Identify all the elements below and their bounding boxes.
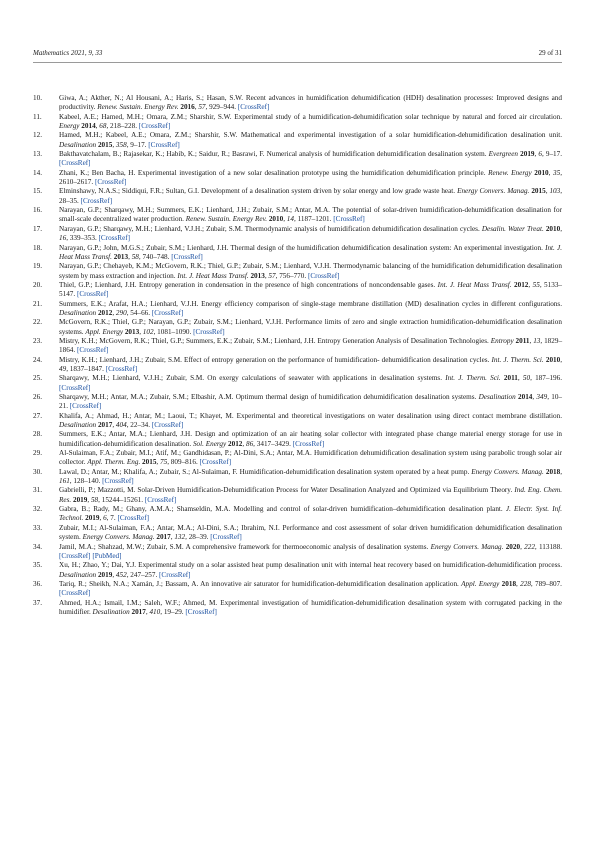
reference-pages: , 1829–1864. — [59, 336, 563, 355]
reference-pages: , 28–35. — [59, 187, 563, 205]
reference-pages: , 1081–1090. — [153, 327, 192, 336]
crossref-link[interactable]: [CrossRef] — [151, 421, 184, 430]
reference-pages: , 218–228. — [106, 122, 137, 131]
reference-number: 17. — [33, 224, 42, 233]
reference-journal: Desalination — [92, 607, 130, 616]
reference-item: 32. Gabra, B.; Rady, M.; Ghany, A.M.A.; Shamseldin, M.A. Modelling and control of solar-driven humidification–dehumidification desalination plant. J. Electr. Syst. Inf. Technol. 2019, 6, 7. [CrossRef] — [33, 505, 563, 523]
reference-item: 36. Tariq, R.; Sheikh, N.A.; Xamán, J.; Bassam, A. An innovative air saturator for humidification-dehumidification desalination application. Appl. Energy 2018, 228, 789–807. [CrossRef] — [33, 579, 562, 598]
reference-volume: 86 — [245, 439, 254, 448]
reference-volume: 57 — [198, 103, 206, 112]
crossref-link[interactable]: [CrossRef] — [69, 402, 102, 411]
reference-volume: 14 — [286, 215, 294, 224]
reference-number: 21. — [33, 299, 42, 308]
reference-number: 19. — [33, 262, 42, 271]
reference-journal: Int. J. Heat Mass Transf. — [177, 271, 249, 280]
reference-number: 28. — [33, 430, 42, 439]
crossref-link[interactable]: [CrossRef] — [210, 533, 242, 542]
reference-volume: 49 — [59, 364, 67, 373]
reference-year: 2011 — [515, 336, 530, 345]
reference-year: 2012 — [228, 439, 243, 448]
reference-year: 2020 — [505, 542, 521, 551]
reference-item: 14. Zhani, K.; Ben Bacha, H. Experimental investigation of a new solar desalination prototype using the humidification dehumidification principle. Renew. Energy 2010, 35, 2610–2617. [CrossRef] — [33, 168, 563, 187]
reference-item: 27. Khalifa, A.; Ahmad, H.; Antar, M.; Laoui, T.; Khayet, M. Experimental and theoretical investigations on water desalination using direct contact membrane distillation. Desalination 2017, 404, 22–34. [CrossRef] — [33, 411, 562, 430]
reference-volume: 50 — [522, 374, 531, 383]
reference-year: 2015 — [142, 458, 157, 467]
reference-pages: , 1837–1847. — [66, 364, 104, 373]
reference-number: 24. — [33, 355, 42, 364]
reference-item: 29. Al-Sulaiman, F.A.; Zubair, M.I.; Atif, M.; Gandhidasan, P.; Al-Dini, S.A.; Antar, M.A. Humidification dehumidification desalination system using parabolic trough solar air collector. Appl. Therm. Eng. 2015, 75, 809–816. [CrossRef] — [33, 449, 562, 467]
reference-item: 15. Elminshawy, N.A.S.; Siddiqui, F.R.; Sultan, G.I. Development of a desalination system driven by solar energy and low grade waste heat. Energy Convers. Manag. 2015, 103, 28–35. [CrossRef] — [33, 187, 563, 205]
reference-year: 2017 — [156, 533, 171, 542]
crossref-link[interactable]: [CrossRef] — [59, 589, 91, 598]
reference-number: 11. — [33, 112, 42, 121]
reference-item: 23. Mistry, K.H.; McGovern, R.K.; Thiel, G.P.; Summers, E.K.; Zubair, S.M.; Lienhard, J.H. Entropy Generation Analysis of Desalination Technologies. Entropy 2011, 13, 1829–1864. [CrossRef] — [33, 336, 563, 355]
crossref-link[interactable]: [CrossRef] — [76, 290, 109, 299]
crossref-link[interactable]: [CrossRef] — [193, 327, 225, 336]
reference-year: 2011 — [503, 374, 518, 383]
reference-item: 37. Ahmed, H.A.; Ismail, I.M.; Saleh, W.F.; Ahmed, M. Experimental investigation of humidification-dehumidification desalination system with corrugated packing in the humidifier. Desalination 2017, 410, 19–29. [CrossRef] — [33, 598, 562, 616]
crossref-link[interactable]: [CrossRef] — [333, 215, 365, 224]
page-number: 29 of 31 — [538, 49, 562, 57]
reference-year: 2018 — [545, 467, 561, 476]
reference-journal: Renew. Energy — [488, 168, 532, 177]
reference-number: 18. — [33, 243, 42, 252]
running-header — [33, 47, 562, 59]
reference-volume: 452 — [115, 570, 127, 579]
crossref-link[interactable]: [CrossRef] — [59, 383, 91, 392]
reference-authors-title: Ahmed, H.A.; Ismail, I.M.; Saleh, W.F.; Ahmed, M. Experimental investigation of humidification-dehumidification desalination system with corrugated packing in the humidifier. — [59, 598, 562, 616]
reference-volume: 410 — [149, 607, 161, 616]
reference-item: 24. Mistry, K.H.; Lienhard, J.H.; Zubair, S.M. Effect of entropy generation on the performance of humidification- dehumidification desalination cycles. Int. J. Therm. Sci. 2010, 49, 1837–1847. [CrossRef] — [33, 355, 563, 373]
reference-pages: , 22–34. — [126, 421, 151, 430]
reference-item: 12. Hamed, M.H.; Kabeel, A.E.; Omara, Z.M.; Sharshir, S.W. Mathematical and experimental investigation of a solar humidification-dehumidification desalination unit. Desalination 2015, 358, 9–17. [CrossRef] — [33, 131, 562, 149]
reference-journal: Desalination — [478, 393, 516, 401]
crossref-link[interactable]: [CrossRef] — [59, 159, 91, 168]
crossref-link[interactable]: [CrossRef] — [185, 607, 217, 616]
reference-volume: 132 — [174, 533, 186, 542]
reference-number: 12. — [33, 131, 42, 140]
reference-number: 14. — [33, 168, 42, 177]
reference-item: 20. Thiel, G.P.; Lienhard, J.H. Entropy generation in condensation in the presence of high concentrations of noncondensable gases. Int. J. Heat Mass Transf. 2012, 55, 5133–5147. [CrossRef] — [33, 280, 563, 299]
reference-authors-title: Gabrielli, P.; Mazzotti, M. Solar-Driven Humidification-Dehumidification Process for Water Desalination Analyzed and Optimized via Equilibrium Theory. — [59, 486, 513, 495]
reference-year: 2019 — [85, 514, 100, 523]
reference-year: 2012 — [514, 280, 529, 289]
reference-number: 36. — [33, 579, 42, 588]
reference-number: 15. — [33, 187, 42, 196]
crossref-link[interactable]: [CrossRef] — [237, 103, 270, 112]
reference-journal: Appl. Energy — [461, 579, 500, 588]
header-rule — [33, 62, 562, 63]
reference-journal: Sol. Energy — [192, 439, 227, 448]
reference-pages: , 19–29. — [160, 607, 184, 616]
reference-authors-title: Sharqawy, M.H.; Antar, M.A.; Zubair, S.M.; Elbashir, A.M. Optimum thermal design of humidification dehumidification desalination systems. — [59, 393, 477, 401]
reference-pages: , 929–944. — [205, 103, 237, 112]
reference-journal: Desalination — [59, 570, 97, 579]
reference-year: 2019 — [72, 495, 88, 504]
reference-pages: , 54–66. — [126, 308, 151, 317]
crossref-link[interactable]: [CrossRef] — [138, 122, 171, 131]
reference-item: 13. Bakthavatchalam, B.; Rajasekar, K.; Habib, K.; Saidur, R.; Basrawi, F. Numerical analysis of humidification dehumidification desalination system. Evergreen 2019, 6, 9–17. [CrossRef] — [33, 150, 563, 168]
reference-pages: , 740–748. — [138, 252, 170, 261]
reference-authors-title: McGovern, R.K.; Thiel, G.P.; Narayan, G.P.; Zubair, S.M.; Lienhard, V.J.H. Performance limits of zero and single extraction humidification-dehumidification desalination systems. — [59, 318, 562, 336]
reference-item: 31. Gabrielli, P.; Mazzotti, M. Solar-Driven Humidification-Dehumidification Process for Water Desalination Analyzed and Optimized via Equilibrium Theory. Ind. Eng. Chem. Res. 2019, 58, 15244–15261. [CrossRef] — [33, 486, 563, 504]
crossref-link[interactable]: [CrossRef] — [307, 271, 340, 280]
reference-number: 35. — [33, 561, 42, 570]
reference-journal: Energy Convers. Manag. — [457, 187, 530, 196]
reference-number: 13. — [33, 150, 42, 159]
reference-authors-title: Tariq, R.; Sheikh, N.A.; Xamán, J.; Bassam, A. An innovative air saturator for humidification-dehumidification desalination application. — [59, 579, 459, 588]
reference-volume: 55 — [532, 280, 540, 289]
crossref-link[interactable]: [CrossRef] — [117, 514, 149, 523]
reference-volume: 58 — [131, 252, 139, 261]
reference-number: 16. — [33, 206, 42, 215]
reference-volume: 68 — [99, 122, 107, 131]
reference-year: 2019 — [520, 150, 535, 159]
reference-pages: , 2610–2617. — [59, 168, 563, 187]
reference-authors-title: Bakthavatchalam, B.; Rajasekar, K.; Habib, K.; Saidur, R.; Basrawi, F. Numerical analysis of humidification dehumidification desalination system. — [59, 150, 487, 159]
crossref-link[interactable]: [CrossRef] — [151, 308, 184, 317]
reference-journal: Desalination — [59, 421, 97, 430]
reference-authors-title: Jamil, M.A.; Shahzad, M.W.; Zubair, S.M. A comprehensive framework for thermoeconomic analysis of desalination systems. — [59, 542, 429, 551]
reference-authors-title: Zhani, K.; Ben Bacha, H. Experimental investigation of a new solar desalination prototype using the humidification dehumidification principle. — [59, 168, 486, 177]
reference-pages: , 789–807. — [530, 579, 562, 588]
reference-number: 22. — [33, 318, 42, 327]
reference-journal: Energy Convers. Manag. — [471, 467, 544, 476]
reference-year: 2017 — [97, 421, 113, 430]
reference-list — [33, 94, 562, 617]
reference-pages: , 15244–15261. — [98, 495, 144, 504]
reference-year: 2018 — [501, 579, 517, 588]
reference-pages: , 7. — [106, 514, 116, 523]
crossref-link[interactable]: [CrossRef] — [80, 196, 113, 205]
reference-item: 25. Sharqawy, M.H.; Lienhard, V.J.H.; Zubair, S.M. On exergy calculations of seawater with applications in desalination systems. Int. J. Therm. Sci. 2011, 50, 187–196. [CrossRef] — [33, 374, 563, 392]
reference-number: 27. — [33, 411, 42, 420]
reference-number: 26. — [33, 393, 42, 401]
reference-authors-title: Elminshawy, N.A.S.; Siddiqui, F.R.; Sultan, G.I. Development of a desalination system driven by solar energy and low grade waste heat. — [59, 187, 456, 196]
reference-year: 2010 — [534, 168, 549, 177]
reference-volume: 75 — [160, 458, 168, 467]
reference-volume: 358 — [115, 140, 127, 149]
reference-pages: , 113188. — [534, 542, 563, 551]
reference-pages: , 128–140. — [69, 477, 101, 486]
reference-authors-title: Al-Sulaiman, F.A.; Zubair, M.I.; Atif, M.; Gandhidasan, P.; Al-Dini, S.A.; Antar, M.A. Humidification dehumidification desalination system using parabolic trough solar air collector. — [59, 449, 562, 467]
reference-item: 33. Zubair, M.I.; Al-Sulaiman, F.A.; Antar, M.A.; Al-Dini, S.A.; Ibrahim, N.I. Performance and cost assessment of solar driven humidification dehumidification desalination system. Energy Convers. Manag. 2017, 132, 28–39. [CrossRef] — [33, 523, 562, 542]
reference-volume: 57 — [268, 271, 276, 280]
crossref-link[interactable]: [CrossRef] — [199, 458, 232, 467]
journal-citation — [33, 47, 102, 59]
reference-year: 2012 — [97, 308, 113, 317]
reference-journal: Desalination — [59, 140, 97, 149]
reference-journal: J. Electr. Syst. Inf. Technol. — [59, 505, 563, 523]
crossref-link[interactable]: [CrossRef] — [105, 364, 138, 373]
reference-pages: , 339–353. — [66, 234, 97, 243]
reference-volume: 222 — [524, 542, 535, 551]
reference-number: 29. — [33, 449, 42, 458]
reference-pages: , 9–17. — [541, 150, 563, 159]
reference-volume: 161 — [59, 477, 70, 486]
reference-year: 2010 — [545, 224, 561, 233]
reference-authors-title: Mistry, K.H.; Lienhard, J.H.; Zubair, S.M. Effect of entropy generation on the performance of humidification- dehumidification desalination cycles. — [59, 355, 490, 364]
reference-number: 33. — [33, 523, 42, 532]
reference-item: 17. Narayan, G.P.; Sharqawy, M.H.; Lienhard, V.J.H.; Zubair, S.M. Thermodynamic analysis of humidification dehumidification desalination cycles. Desalin. Water Treat. 2010, 16, 339–353. [CrossRef] — [33, 224, 562, 243]
reference-volume: 6 — [103, 514, 107, 523]
reference-number: 23. — [33, 336, 42, 345]
reference-year: 2019 — [97, 570, 113, 579]
reference-volume: 404 — [115, 421, 127, 430]
reference-item: 11. Kabeel, A.E.; Hamed, M.H.; Omara, Z.M.; Sharshir, S.W. Experimental study of a humidification-dehumidification solar technique by natural and forced air circulation. Energy 2014, 68, 218–228. [CrossRef] — [33, 112, 562, 131]
reference-pages: , 5133–5147. — [59, 280, 563, 299]
reference-number: 25. — [33, 374, 42, 383]
reference-number: 37. — [33, 598, 42, 607]
reference-pages: , 809–816. — [167, 458, 198, 467]
crossref-link[interactable]: [CrossRef] — [144, 495, 177, 504]
reference-authors-title: Narayan, G.P.; Chehayeb, K.M.; McGovern, R.K.; Thiel, G.P.; Zubair, S.M.; Lienhard, V.J.H. Thermodynamic balancing of the humidification dehumidification desalination system by mass extraction and injection. — [59, 262, 562, 280]
reference-journal: Int. J. Therm. Sci. — [445, 374, 501, 383]
reference-year: 2010 — [545, 355, 561, 364]
reference-authors-title: Narayan, G.P.; Sharqawy, M.H.; Summers, E.K.; Lienhard, J.H.; Zubair, S.M.; Antar, M.A. The potential of solar-driven humidification-dehumidification desalination for small-scale decentralized water production. — [59, 206, 562, 224]
reference-authors-title: Xu, H.; Zhao, Y.; Dai, Y.J. Experimental study on a solar assisted heat pump desalination unit with internal heat recovery based on humidification-dehumidification process. — [59, 561, 562, 570]
journal-name: Mathematics — [33, 49, 70, 57]
reference-authors-title: Hamed, M.H.; Kabeel, A.E.; Omara, Z.M.; Sharshir, S.W. Mathematical and experimental investigation of a solar humidification-dehumidification desalination unit. — [59, 131, 562, 140]
reference-volume: 58 — [90, 495, 99, 504]
reference-pages: , 9–17. — [126, 140, 147, 149]
reference-journal: Entropy — [490, 336, 514, 345]
crossref-link[interactable]: [CrossRef] — [292, 439, 325, 448]
reference-journal: Desalination — [59, 308, 97, 317]
reference-authors-title: Thiel, G.P.; Lienhard, J.H. Entropy generation in condensation in the presence of high concentrations of noncondensable gases. — [59, 280, 436, 289]
reference-year: 2013 — [113, 252, 129, 261]
reference-pages: , 756–770. — [275, 271, 307, 280]
reference-authors-title: Giwa, A.; Akther, N.; Al Housani, A.; Haris, S.; Hasan, S.W. Recent advances in humidification dehumidification (HDH) desalination processes: Improved designs and productivity. — [59, 94, 562, 112]
reference-number: 32. — [33, 505, 42, 514]
crossref-link[interactable]: [CrossRef] — [102, 477, 134, 486]
reference-year: 2013 — [250, 271, 265, 280]
reference-pages: , 3417–3429. — [253, 439, 291, 448]
reference-journal: Ind. Eng. Chem. Res. — [59, 486, 563, 504]
reference-number: 34. — [33, 542, 42, 551]
reference-volume: 228 — [520, 579, 531, 588]
reference-journal: Desalin. Water Treat. — [481, 224, 544, 233]
crossref-link[interactable]: [CrossRef] — [76, 346, 109, 355]
crossref-link[interactable]: [CrossRef] — [148, 140, 180, 149]
reference-pages: , 247–257. — [126, 570, 158, 579]
reference-authors-title: Summers, E.K.; Antar, M.A.; Lienhard, J.H. Design and optimization of an air heating solar collector with integrated phase change material energy storage for use in humidification-dehumidification desalination. — [59, 430, 562, 448]
reference-item: 28. Summers, E.K.; Antar, M.A.; Lienhard, J.H. Design and optimization of an air heating solar collector with integrated phase change material energy storage for use in humidification-dehumidification desalination. Sol. Energy 2012, 86, 3417–3429. [CrossRef] — [33, 430, 562, 448]
reference-authors-title: Gabra, B.; Rady, M.; Ghany, A.M.A.; Shamseldin, M.A. Modelling and control of solar-driven humidification–dehumidification desalination plant. — [59, 505, 503, 514]
reference-authors-title: Khalifa, A.; Ahmad, H.; Antar, M.; Laoui, T.; Khayet, M. Experimental and theoretical investigations on water desalination using direct contact membrane distillation. — [59, 411, 562, 420]
pubmed-link[interactable]: [PubMed] — [92, 551, 122, 560]
reference-volume: 6 — [538, 150, 542, 159]
reference-number: 31. — [33, 486, 42, 495]
reference-pages: , 10–21. — [59, 393, 563, 411]
reference-volume: 290 — [115, 308, 127, 317]
reference-year: 2017 — [131, 607, 146, 616]
reference-item: 18. Narayan, G.P.; John, M.G.S.; Zubair, S.M.; Lienhard, J.H. Thermal design of the humidification dehumidification desalination system: An experimental investigation. Int. J. Heat Mass Transf. 2013, 58, 740–748. [CrossRef] — [33, 243, 562, 261]
reference-number: 20. — [33, 280, 42, 289]
reference-authors-title: Sharqawy, M.H.; Lienhard, V.J.H.; Zubair, S.M. On exergy calculations of seawater with applications in desalination systems. — [59, 374, 443, 383]
reference-authors-title: Narayan, G.P.; John, M.G.S.; Zubair, S.M.; Lienhard, J.H. Thermal design of the humidification dehumidification desalination system: An experimental investigation. — [59, 243, 543, 252]
crossref-link[interactable]: [CrossRef] — [159, 570, 191, 579]
reference-item: 22. McGovern, R.K.; Thiel, G.P.; Narayan, G.P.; Zubair, S.M.; Lienhard, V.J.H. Performance limits of zero and single extraction humidification-dehumidification desalination systems. Appl. Energy 2013, 102, 1081–1090. [CrossRef] — [33, 318, 562, 336]
reference-year: 2014 — [81, 122, 96, 131]
reference-item: 26. Sharqawy, M.H.; Antar, M.A.; Zubair, S.M.; Elbashir, A.M. Optimum thermal design of humidification dehumidification desalination systems. Desalination 2014, 349, 10–21. [CrossRef] — [33, 393, 563, 411]
reference-volume: 35 — [553, 168, 561, 177]
reference-year: 2014 — [518, 393, 533, 401]
reference-volume: 349 — [536, 393, 548, 401]
reference-year: 2016 — [180, 103, 195, 112]
reference-journal: Evergreen — [488, 150, 519, 159]
reference-year: 2015 — [97, 140, 113, 149]
reference-number: 10. — [33, 94, 42, 102]
reference-item: 30. Lawal, D.; Antar, M.; Khalifa, A.; Zubair, S.; Al-Sulaiman, F. Humidification-dehumidification desalination system operated by a heat pump. Energy Convers. Manag. 2018, 161, 128–140. [CrossRef] — [33, 467, 563, 486]
reference-volume: 102 — [142, 327, 154, 336]
reference-item: 35. Xu, H.; Zhao, Y.; Dai, Y.J. Experimental study on a solar assisted heat pump desalination unit with internal heat recovery based on humidification-dehumidification process. Desalination 2019, 452, 247–257. [CrossRef] — [33, 561, 562, 579]
reference-item: 16. Narayan, G.P.; Sharqawy, M.H.; Summers, E.K.; Lienhard, J.H.; Zubair, S.M.; Antar, M.A. The potential of solar-driven humidification-dehumidification desalination for small-scale decentralized water production. Renew. Sustain. Energy Rev. 2010, 14, 1187–1201. [CrossRef] — [33, 206, 562, 224]
reference-journal: Int. J. Therm. Sci. — [491, 355, 544, 364]
reference-journal: Appl. Energy — [85, 327, 124, 336]
reference-journal: Energy Convers. Manag. — [430, 542, 504, 551]
crossref-link[interactable]: [CrossRef] — [94, 178, 127, 187]
crossref-link[interactable]: [CrossRef] — [59, 551, 91, 560]
reference-year: 2010 — [268, 215, 284, 224]
reference-number: 30. — [33, 467, 42, 476]
reference-journal: Appl. Therm. Eng. — [87, 458, 141, 467]
reference-journal: Energy — [59, 122, 80, 131]
reference-authors-title: Narayan, G.P.; Sharqawy, M.H.; Lienhard, V.J.H.; Zubair, S.M. Thermodynamic analysis of humidification dehumidification desalination cycles. — [59, 224, 480, 233]
reference-pages: , 28–39. — [185, 533, 209, 542]
reference-year: 2013 — [124, 327, 140, 336]
reference-authors-title: Zubair, M.I.; Al-Sulaiman, F.A.; Antar, M.A.; Al-Dini, S.A.; Ibrahim, N.I. Performance and cost assessment of solar driven humidification dehumidification desalination system. — [59, 523, 562, 542]
reference-journal: Int. J. Heat Mass Transf. — [437, 280, 512, 289]
reference-item: 21. Summers, E.K.; Arafat, H.A.; Lienhard, V.J.H. Energy efficiency comparison of single-stage membrane distillation (MD) desalination cycles in different configurations. Desalination 2012, 290, 54–66. [CrossRef] — [33, 299, 562, 317]
reference-item: 19. Narayan, G.P.; Chehayeb, K.M.; McGovern, R.K.; Thiel, G.P.; Zubair, S.M.; Lienhard, V.J.H. Thermodynamic balancing of the humidification dehumidification desalination system by mass extraction and injection. Int. J. Heat Mass Transf. 2013, 57, 756–770. [CrossRef] — [33, 262, 562, 280]
reference-volume: 13 — [533, 336, 541, 345]
reference-journal: Renew. Sustain. Energy Rev. — [97, 103, 179, 112]
reference-authors-title: Mistry, K.H.; McGovern, R.K.; Thiel, G.P.; Summers, E.K.; Zubair, S.M.; Lienhard, J.H. Entropy Generation Analysis of Desalination Technologies. — [59, 336, 489, 345]
reference-pages: , 1187–1201. — [293, 215, 332, 224]
reference-volume: 16 — [59, 234, 67, 243]
reference-volume: 103 — [549, 187, 561, 196]
reference-journal: Energy Convers. Manag. — [82, 533, 155, 542]
reference-authors-title: Lawal, D.; Antar, M.; Khalifa, A.; Zubair, S.; Al-Sulaiman, F. Humidification-dehumidification desalination system operated by a heat pump. — [59, 467, 470, 476]
reference-pages: , 187–196. — [530, 374, 563, 383]
crossref-link[interactable]: [CrossRef] — [171, 252, 203, 261]
reference-item: 10. Giwa, A.; Akther, N.; Al Housani, A.; Haris, S.; Hasan, S.W. Recent advances in humidification dehumidification (HDH) desalination processes: Improved designs and productivity. Renew. Sustain. Energy Rev. 2016, 57, 929–944. [CrossRef] — [33, 94, 562, 112]
crossref-link[interactable]: [CrossRef] — [98, 234, 131, 243]
reference-authors-title: Kabeel, A.E.; Hamed, M.H.; Omara, Z.M.; Sharshir, S.W. Experimental study of a humidification-dehumidification solar technique by natural and forced air circulation. — [59, 112, 562, 121]
journal-year-volume: 2021, 9, 33 — [69, 49, 103, 57]
reference-authors-title: Summers, E.K.; Arafat, H.A.; Lienhard, V.J.H. Energy efficiency comparison of single-stage membrane distillation (MD) desalination cycles in different configurations. — [59, 299, 562, 308]
reference-year: 2015 — [531, 187, 546, 196]
reference-item: 34. Jamil, M.A.; Shahzad, M.W.; Zubair, S.M. A comprehensive framework for thermoeconomic analysis of desalination systems. Energy Convers. Manag. 2020, 222, 113188. [CrossRef] [PubMed] — [33, 542, 563, 560]
reference-journal: Int. J. Heat Mass Transf. — [59, 243, 562, 261]
reference-journal: Renew. Sustain. Energy Rev. — [185, 215, 268, 224]
